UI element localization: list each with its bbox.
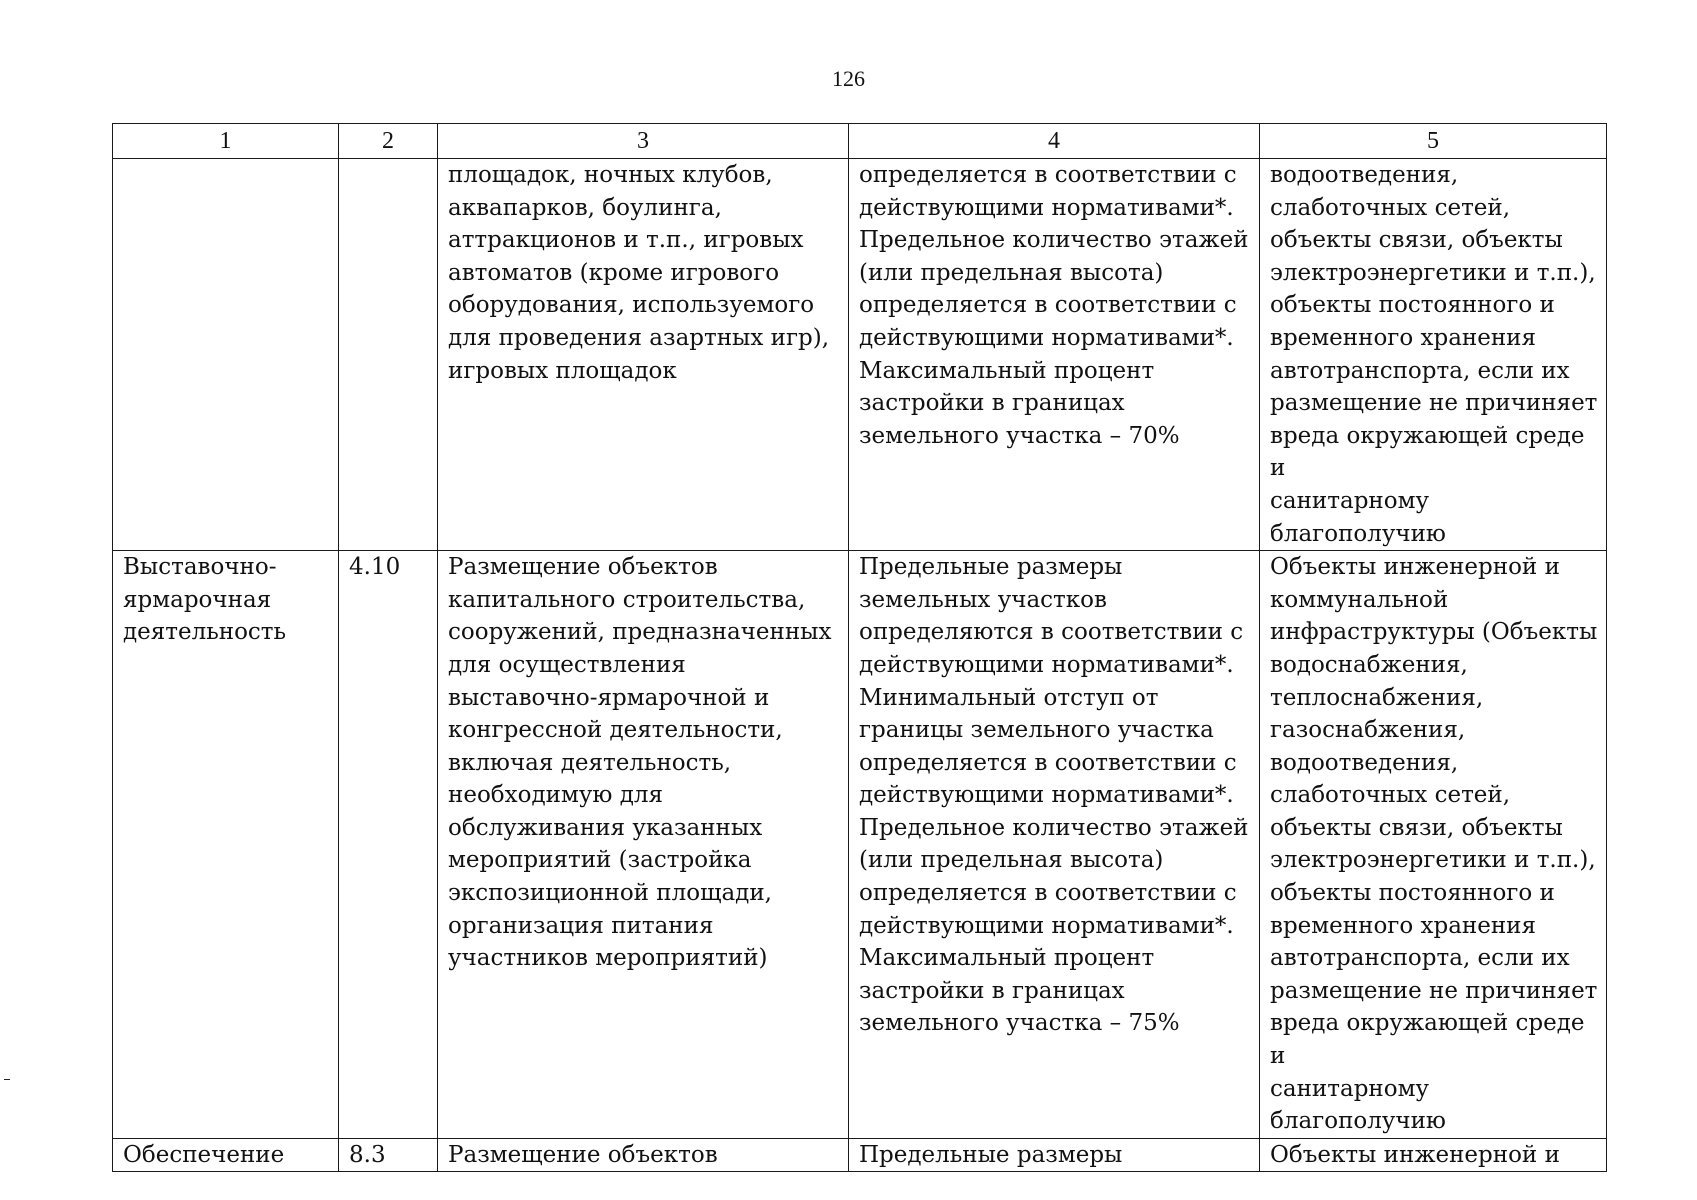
table-cell <box>339 551 438 1139</box>
table-cell <box>113 159 339 551</box>
cell-text: 8.3 <box>349 1141 386 1168</box>
cell-text: Выставочно- ярмарочная деятельность <box>123 554 287 646</box>
cell-text: определяется в соответствии с действующими нормативами*. Предельное количество этажей (или предельная высота) определяется в соответствии с действующими нормативами*. Максимальный процент застройки в границах земельного участка – 70% <box>859 162 1249 449</box>
cell-text: Размещение объектов <box>448 1141 718 1168</box>
cell-text: Предельные размеры <box>859 1141 1123 1168</box>
page-number: 126 <box>832 66 865 91</box>
table-cell <box>849 551 1260 1139</box>
table-cell <box>849 159 1260 551</box>
cell-text: Размещение объектов капитального строительства, сооружений, предназначенных для осуществления выставочно-ярмарочной и конгрессной деятельности, включая деятельность, необходимую для обслуживания указанных мероприятий (застройка экспозиционной площади, организация питания участников мероприятий) <box>448 554 832 972</box>
table-cell <box>113 1138 339 1172</box>
table-row <box>113 159 1607 551</box>
header-cell-4: 4 <box>849 124 1260 159</box>
table-cell <box>438 159 849 551</box>
table-cell <box>1260 551 1607 1139</box>
header-cell-1: 1 <box>113 124 339 159</box>
table-row <box>113 551 1607 1139</box>
margin-mark <box>4 1079 10 1080</box>
table-row <box>113 1138 1607 1172</box>
cell-text: Объекты инженерной и коммунальной инфраструктуры (Объекты водоснабжения, теплоснабжения, газоснабжения, водоотведения, слаботочных сетей, объекты связи, объекты электроэнергетики и т.п.), объекты постоянного и временного хранения автотранспорта, если их размещение не причиняет вреда окружающей среде и санитарному благополучию <box>1270 554 1598 1135</box>
table-cell <box>113 551 339 1139</box>
cell-text: водоотведения, слаботочных сетей, объекты связи, объекты электроэнергетики и т.п.), объекты постоянного и временного хранения автотранспорта, если их размещение не причиняет вреда окружающей среде и санитарному благополучию <box>1270 162 1598 547</box>
header-cell-2: 2 <box>339 124 438 159</box>
table-cell <box>339 159 438 551</box>
cell-text: 4.10 <box>349 554 401 581</box>
cell-text: Предельные размеры земельных участков определяются в соответствии с действующими нормативами*. Минимальный отступ от границы земельного участка определяется в соответствии с действующими нормативами*. Предельное количество этажей (или предельная высота) определяется в соответствии с действующими нормативами*. Максимальный процент застройки в границах земельного участка – 75% <box>859 554 1249 1037</box>
table-cell <box>339 1138 438 1172</box>
table-cell <box>1260 159 1607 551</box>
table-cell <box>1260 1138 1607 1172</box>
cell-text: Обеспечение <box>123 1141 285 1168</box>
cell-text: площадок, ночных клубов, аквапарков, боулинга, аттракционов и т.п., игровых автоматов (кроме игрового оборудования, используемого для проведения азартных игр), игровых площадок <box>448 162 830 384</box>
header-cell-3: 3 <box>438 124 849 159</box>
table-cell <box>438 1138 849 1172</box>
cell-text: Объекты инженерной и <box>1270 1141 1560 1168</box>
header-cell-5: 5 <box>1260 124 1607 159</box>
table-cell <box>438 551 849 1139</box>
header-row <box>113 124 1607 159</box>
table-cell <box>849 1138 1260 1172</box>
regulations-table <box>112 123 1607 1172</box>
